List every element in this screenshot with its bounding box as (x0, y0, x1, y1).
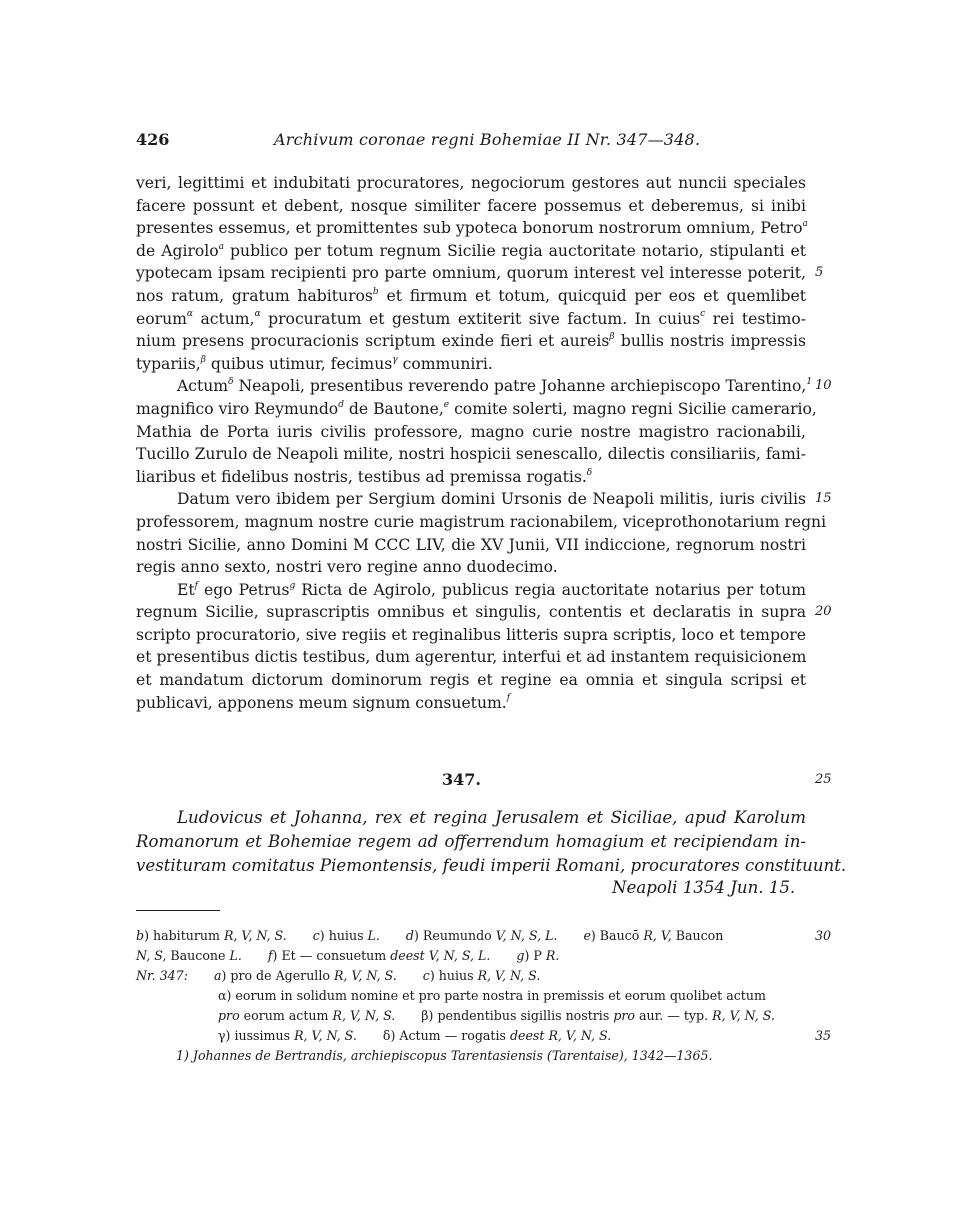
body-text (136, 172, 832, 714)
text-run: Baucone (166, 948, 230, 963)
text-run: δ) Actum — rogatis (382, 1028, 510, 1043)
footnote-marker: β (609, 331, 615, 342)
italic-text: c (312, 928, 320, 943)
text-run: ) Et — consuetum (272, 948, 391, 963)
text-run: magnifico viro Reymundo (136, 399, 339, 418)
italic-text: deest V, N, S, L. (390, 948, 491, 963)
text-run: ) P (524, 948, 546, 963)
italic-text: c (422, 968, 430, 983)
italic-text: d (405, 928, 414, 943)
footnote-marker: g (289, 580, 296, 591)
italic-text: N, S, (136, 948, 167, 963)
footnote-marker: a (802, 219, 808, 229)
text-run: veri, legittimi et indubitati procuratores, negociorum gestores aut nuncii speciales (136, 174, 806, 192)
text-run: eorum (136, 309, 187, 328)
text-line (136, 692, 806, 715)
text-run: et firmum et totum, quicquid per eos et quemlibet (378, 286, 807, 305)
footnote-line (136, 1026, 832, 1046)
text-line (136, 330, 806, 353)
italic-text: R, V, N, S. (712, 1008, 775, 1023)
running-title: Archivum coronae regni Bohemiae II Nr. 347—348. (274, 130, 701, 149)
footnote-marker: α (254, 309, 261, 320)
regest-line: vestituram comitatus Piemontensis, feudi imperii Romani, procuratores constituunt. (136, 856, 847, 875)
text-run: et mandatum dictorum dominorum regis et regine ea omnia et singula scripsi et (136, 671, 806, 690)
text-run: Actum (177, 377, 229, 396)
text-run: communiri. (397, 354, 493, 373)
footnote-line (136, 986, 806, 1006)
footnote-line (136, 946, 806, 966)
text-run: regnum Sicilie, suprascriptis omnibus et singulis, contentis et declaratis in supra (136, 603, 806, 622)
footnote-line (136, 966, 806, 986)
regest-line: Ludovicus et Johanna, rex et regina Jerusalem et Siciliae, apud Karolum (177, 808, 806, 827)
italic-text: R, V, N, S. (477, 968, 541, 983)
text-run: β) pendentibus sigillis nostris (421, 1008, 614, 1023)
text-line (136, 375, 832, 398)
text-run: professorem, magnum nostre curie magistrum racionabilem, viceprothonotarium regni (136, 512, 827, 531)
text-run: eorum actum (239, 1008, 333, 1023)
text-line (136, 601, 832, 624)
text-run: nium presens procuracionis scriptum exinde fieri et aureis (136, 332, 610, 351)
text-run: nos ratum, gratum habituros (136, 286, 373, 305)
text-run: regis anno sexto, nostri vero regine anno duodecimo. (136, 558, 558, 577)
text-line (136, 398, 817, 421)
italic-text: Nr. 347: (136, 968, 188, 983)
italic-text: 1) Johannes de Bertrandis, archiepiscopus Tarentasiensis (Tarentaise), 1342—1365. (176, 1048, 713, 1063)
text-run: liaribus et fidelibus nostris, testibus ad premissa rogatis. (136, 467, 587, 486)
line-number: 25 (815, 772, 832, 787)
text-line (136, 353, 806, 376)
text-run: et presentibus dictis testibus, dum agerentur, interfui et ad instantem requisicionem (136, 648, 807, 667)
text-line (136, 579, 806, 602)
footnote-marker: b (372, 286, 379, 297)
italic-text: R. (545, 948, 560, 963)
footnote-marker: c (700, 309, 706, 320)
text-run: Et (177, 580, 195, 599)
line-number: 20 (815, 604, 832, 620)
text-run: Baucon (671, 928, 724, 943)
text-run: publicavi, apponens meum signum consuetum. (136, 693, 507, 712)
italic-text: deest R, V, N, S. (509, 1028, 612, 1043)
italic-text: g (516, 948, 525, 963)
text-line (136, 172, 806, 195)
text-run: facere possunt et debent, nosque similiter facere possemus et deberemus, si inibi (136, 196, 806, 215)
text-run: ) huius (319, 928, 368, 943)
italic-text: R, V, N, S. (332, 1008, 396, 1023)
footnote-marker: 1 (806, 377, 813, 388)
text-run: γ) iussimus (218, 1028, 295, 1043)
text-line (136, 217, 806, 240)
text-run: aur. — typ. (634, 1008, 713, 1023)
text-run: Ricta de Agirolo, publicus regia auctoritate notarius per totum (295, 580, 806, 599)
text-run: scripto procuratorio, sive regiis et reginalibus litteris supra scriptis, loco et tempore (136, 625, 806, 644)
footnotes (136, 926, 832, 1066)
text-line (136, 488, 832, 511)
text-run: ) pro de Agerullo (221, 968, 334, 983)
line-number: 15 (815, 491, 832, 507)
text-line (136, 443, 806, 466)
italic-text: R, V, (643, 928, 672, 943)
italic-text: pro (218, 1008, 240, 1023)
italic-text: V, N, S, L. (495, 928, 558, 943)
document-number: 347. (442, 770, 481, 789)
text-line (136, 195, 806, 218)
page-header (136, 130, 806, 158)
text-run: Neapoli, presentibus reverendo patre Johanne archiepiscopo Tarentino, (233, 377, 807, 396)
text-run: presentes essemus, et promittentes sub ypoteca bonorum nostrorum omnium, Petro (136, 219, 803, 238)
footnote-marker: f (506, 693, 511, 704)
text-run: Datum vero ibidem per Sergium domini Ursonis de Neapoli militis, iuris civilis (177, 490, 806, 509)
italic-text: e (583, 928, 591, 943)
italic-text: R, V, N, S. (294, 1028, 357, 1043)
line-number: 30 (815, 928, 832, 943)
footnote-marker: a (218, 241, 225, 252)
text-line (136, 511, 827, 534)
footnote-marker: β (200, 354, 206, 365)
text-run: ego Petrus (198, 580, 290, 599)
text-run: publico per totum regnum Sicilie regia auctoritate notario, stipulanti et (224, 241, 806, 260)
text-run: Tucillo Zurulo de Neapoli milite, nostri hospicii senescallo, dilectis consiliariis, fami- (136, 445, 806, 464)
italic-text: a (213, 968, 222, 983)
text-line (136, 534, 806, 557)
text-line (136, 240, 806, 263)
footnote-marker: δ (228, 377, 234, 388)
footnote-marker: d (338, 399, 344, 410)
footnote-line (136, 926, 832, 946)
footnote-line (136, 1006, 806, 1026)
line-number: 5 (815, 265, 824, 281)
text-run: α) eorum in solidum nomine et pro parte nostra in premissis et eorum quolibet actum (218, 988, 766, 1003)
text-line (136, 466, 806, 489)
footnote-line (136, 1046, 806, 1066)
text-run: nostri Sicilie, anno Domini M CCC LIV, die XV Junii, VII indiccione, regnorum nostri (136, 535, 806, 554)
text-run: ) huius (429, 968, 478, 983)
line-number: 10 (815, 378, 832, 394)
footnote-rule (136, 910, 220, 911)
footnote-marker: γ (392, 354, 398, 365)
page-number: 426 (136, 130, 170, 149)
dateline: Neapoli 1354 Jun. 15. (612, 878, 796, 897)
line-number: 35 (815, 1028, 832, 1043)
text-run: ypotecam ipsam recipienti pro parte omnium, quorum interest vel interesse poterit, (136, 264, 806, 283)
italic-text: b (136, 928, 145, 943)
regest-line: Romanorum et Bohemiae regem ad offerrendum homagium et recipiendam in- (136, 832, 806, 851)
footnote-marker: e (443, 399, 450, 410)
text-run: typariis, (136, 354, 201, 373)
text-line (136, 421, 806, 444)
text-line (136, 669, 806, 692)
italic-text: L. (229, 948, 242, 963)
text-line (136, 646, 806, 669)
text-run: Mathia de Porta iuris civilis professore, magno curie nostre magistro racionabili, (136, 422, 806, 441)
text-run: procuratum et gestum extiterit sive factum. In cuius (260, 309, 701, 328)
text-run: ) habiturum (144, 928, 224, 943)
text-run: actum, (192, 309, 255, 328)
text-run: bullis nostris impressis (614, 332, 807, 351)
text-run: ) Reumundo (413, 928, 496, 943)
text-line (136, 556, 806, 579)
text-line (136, 308, 806, 331)
regest (136, 806, 847, 878)
text-line (136, 262, 824, 285)
italic-text: L. (367, 928, 380, 943)
text-run: de Agirolo (136, 241, 219, 260)
italic-text: pro (613, 1008, 635, 1023)
footnote-marker: α (186, 309, 193, 320)
text-run: quibus utimur, fecimus (205, 354, 393, 373)
text-run: ) Baucō (590, 928, 644, 943)
text-line (136, 624, 806, 647)
footnote-marker: f (194, 580, 198, 591)
footnote-marker: δ (586, 467, 593, 478)
italic-text: R, V, N, S. (333, 968, 397, 983)
text-run: de Bautone, (343, 399, 444, 418)
italic-text: R, V, N, S. (223, 928, 287, 943)
text-run: comite solerti, magno regni Sicilie camerario, (449, 399, 817, 418)
text-line (136, 285, 806, 308)
italic-text: f (267, 948, 273, 963)
text-run: rei testimo- (705, 309, 807, 328)
